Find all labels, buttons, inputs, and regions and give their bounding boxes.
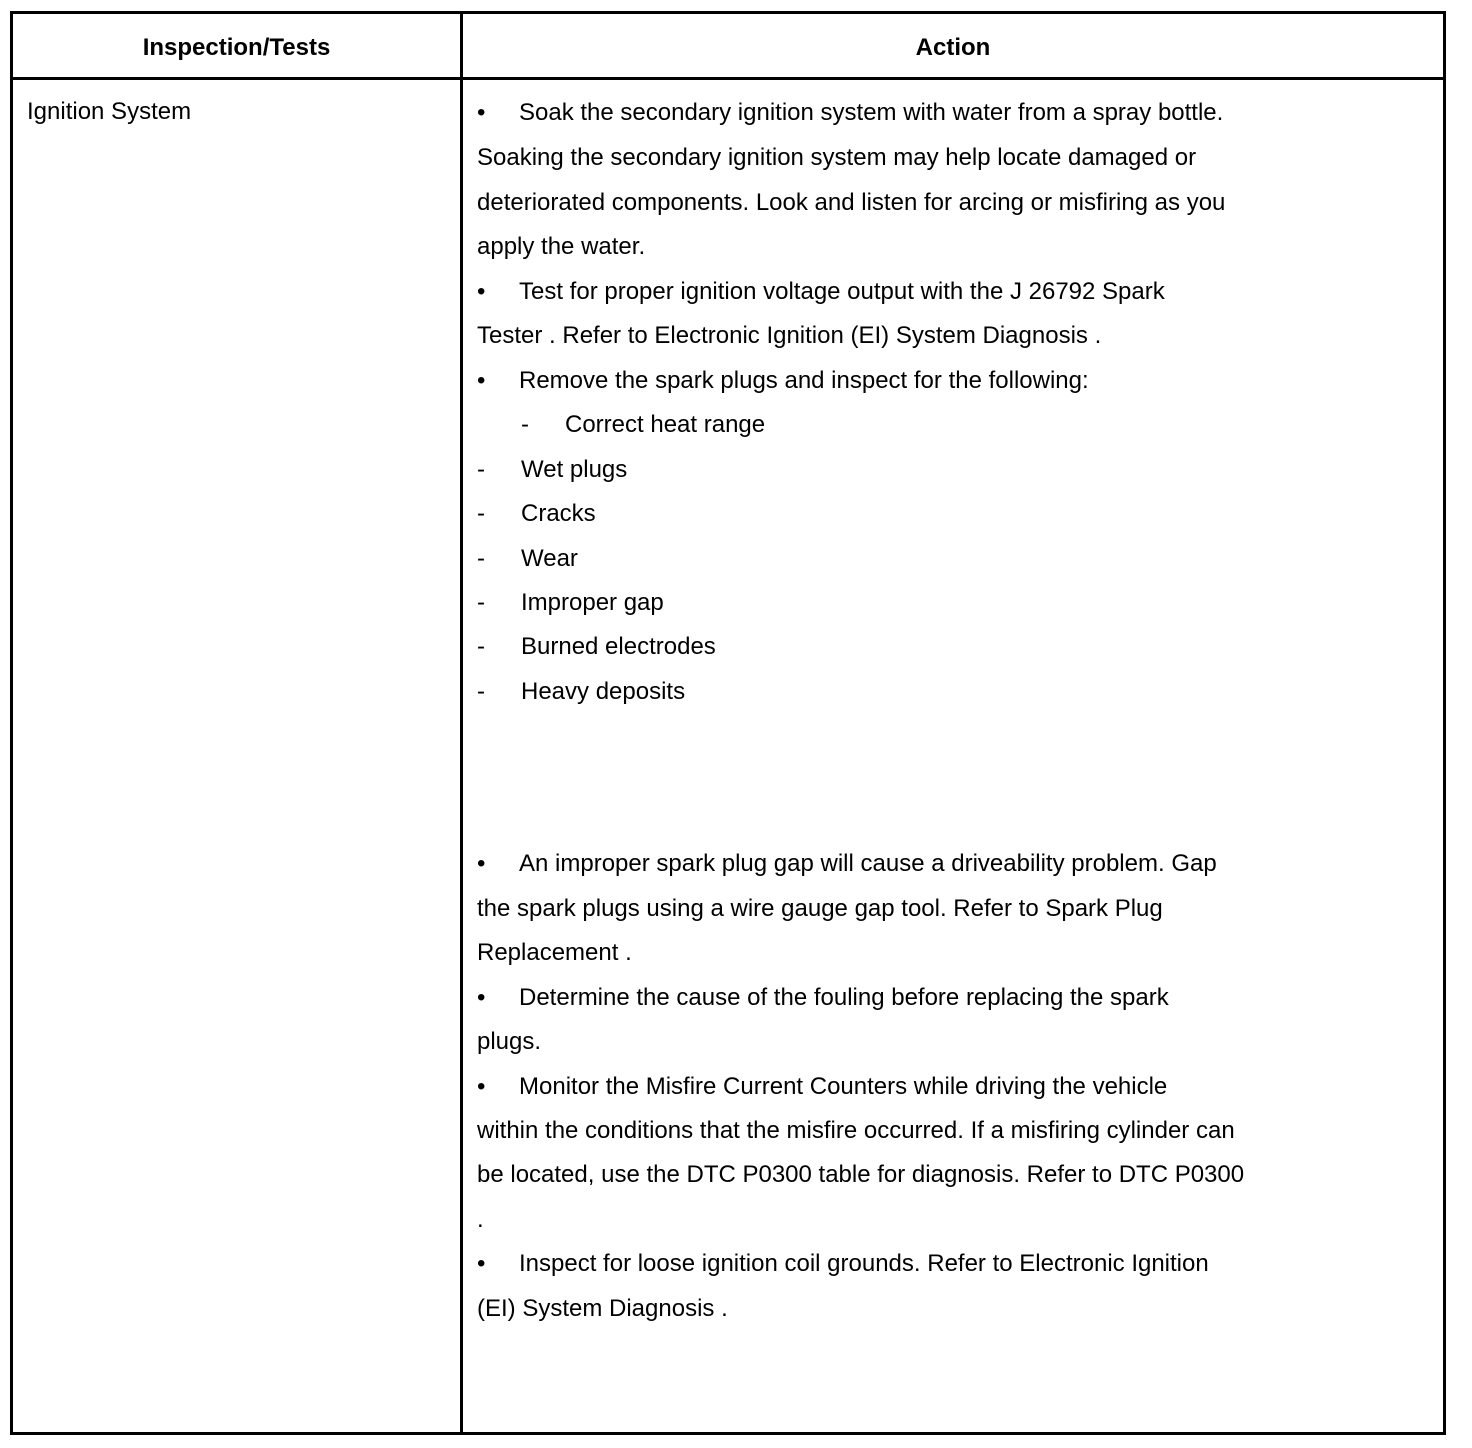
line-text: plugs. xyxy=(477,1028,542,1055)
line-text: Wear xyxy=(521,545,578,572)
bullet-marker: • xyxy=(477,984,486,1011)
dash-marker: - xyxy=(477,456,485,483)
action-text-line xyxy=(477,1158,1244,1192)
line-text: (EI) System Diagnosis . xyxy=(477,1295,728,1322)
line-text: Inspect for loose ignition coil grounds. Refer to Electronic Ignition xyxy=(519,1250,1209,1277)
line-text: Soaking the secondary ignition system may help locate damaged or xyxy=(477,144,1197,171)
line-text: Correct heat range xyxy=(565,411,766,438)
action-text-line xyxy=(477,1203,484,1237)
action-list-item xyxy=(477,542,578,576)
action-text-line xyxy=(477,1292,728,1326)
dash-marker: - xyxy=(477,678,485,705)
dash-marker: - xyxy=(477,545,485,572)
line-text: Monitor the Misfire Current Counters while driving the vehicle xyxy=(519,1073,1168,1100)
bullet-marker: • xyxy=(477,1250,486,1277)
action-list-item xyxy=(477,1070,1167,1104)
header-inspection-tests: Inspection/Tests xyxy=(142,34,331,61)
line-text: deteriorated components. Look and listen for arcing or misfiring as you xyxy=(477,189,1226,216)
line-text: Heavy deposits xyxy=(521,678,686,705)
action-text-line xyxy=(477,319,1101,353)
action-text-line xyxy=(477,230,645,264)
action-text-line xyxy=(477,892,1163,926)
line-text: Test for proper ignition voltage output with the J 26792 Spark xyxy=(519,278,1165,305)
line-text: An improper spark plug gap will cause a driveability problem. Gap xyxy=(519,850,1217,877)
action-text-line xyxy=(477,936,632,970)
line-text: the spark plugs using a wire gauge gap tool. Refer to Spark Plug xyxy=(477,895,1163,922)
line-text: Replacement . xyxy=(477,939,632,966)
bullet-marker: • xyxy=(477,278,486,305)
action-text-line xyxy=(477,1114,1235,1148)
action-text-line xyxy=(477,1025,541,1059)
action-list-item xyxy=(477,408,765,442)
header-action: Action xyxy=(915,34,991,61)
action-list-item xyxy=(477,981,1169,1015)
line-text: Wet plugs xyxy=(521,456,628,483)
inspection-table xyxy=(10,11,1446,1435)
line-text: Tester . Refer to Electronic Ignition (EI) System Diagnosis . xyxy=(477,322,1102,349)
line-text: Soak the secondary ignition system with water from a spray bottle. xyxy=(519,99,1224,126)
dash-marker: - xyxy=(521,411,529,438)
line-text: Remove the spark plugs and inspect for the following: xyxy=(519,367,1089,394)
action-text-line xyxy=(477,186,1225,220)
bullet-marker: • xyxy=(477,850,486,877)
column-divider xyxy=(460,14,463,1432)
line-text: Improper gap xyxy=(521,589,664,616)
action-list-item xyxy=(477,586,664,620)
bullet-marker: • xyxy=(477,367,486,394)
action-list-item xyxy=(477,1247,1209,1281)
action-list-item xyxy=(477,275,1165,309)
header-divider xyxy=(13,77,1443,80)
inspection-cell: Ignition System xyxy=(27,98,192,125)
line-text: within the conditions that the misfire occurred. If a misfiring cylinder can xyxy=(477,1117,1235,1144)
action-list-item xyxy=(477,630,716,664)
action-list-item xyxy=(477,847,1217,881)
line-text: . xyxy=(477,1206,484,1233)
dash-marker: - xyxy=(477,589,485,616)
line-text: Determine the cause of the fouling before replacing the spark xyxy=(519,984,1169,1011)
line-text: be located, use the DTC P0300 table for diagnosis. Refer to DTC P0300 xyxy=(477,1161,1245,1188)
dash-marker: - xyxy=(477,633,485,660)
line-text: apply the water. xyxy=(477,233,646,260)
action-text-line xyxy=(477,141,1196,175)
action-list-item xyxy=(477,675,685,709)
action-list-item xyxy=(477,364,1089,398)
dash-marker: - xyxy=(477,500,485,527)
line-text: Cracks xyxy=(521,500,596,527)
action-list-item xyxy=(477,497,596,531)
action-list-item xyxy=(477,96,1223,130)
action-list-item xyxy=(477,453,627,487)
bullet-marker: • xyxy=(477,99,486,126)
line-text: Burned electrodes xyxy=(521,633,716,660)
bullet-marker: • xyxy=(477,1073,486,1100)
